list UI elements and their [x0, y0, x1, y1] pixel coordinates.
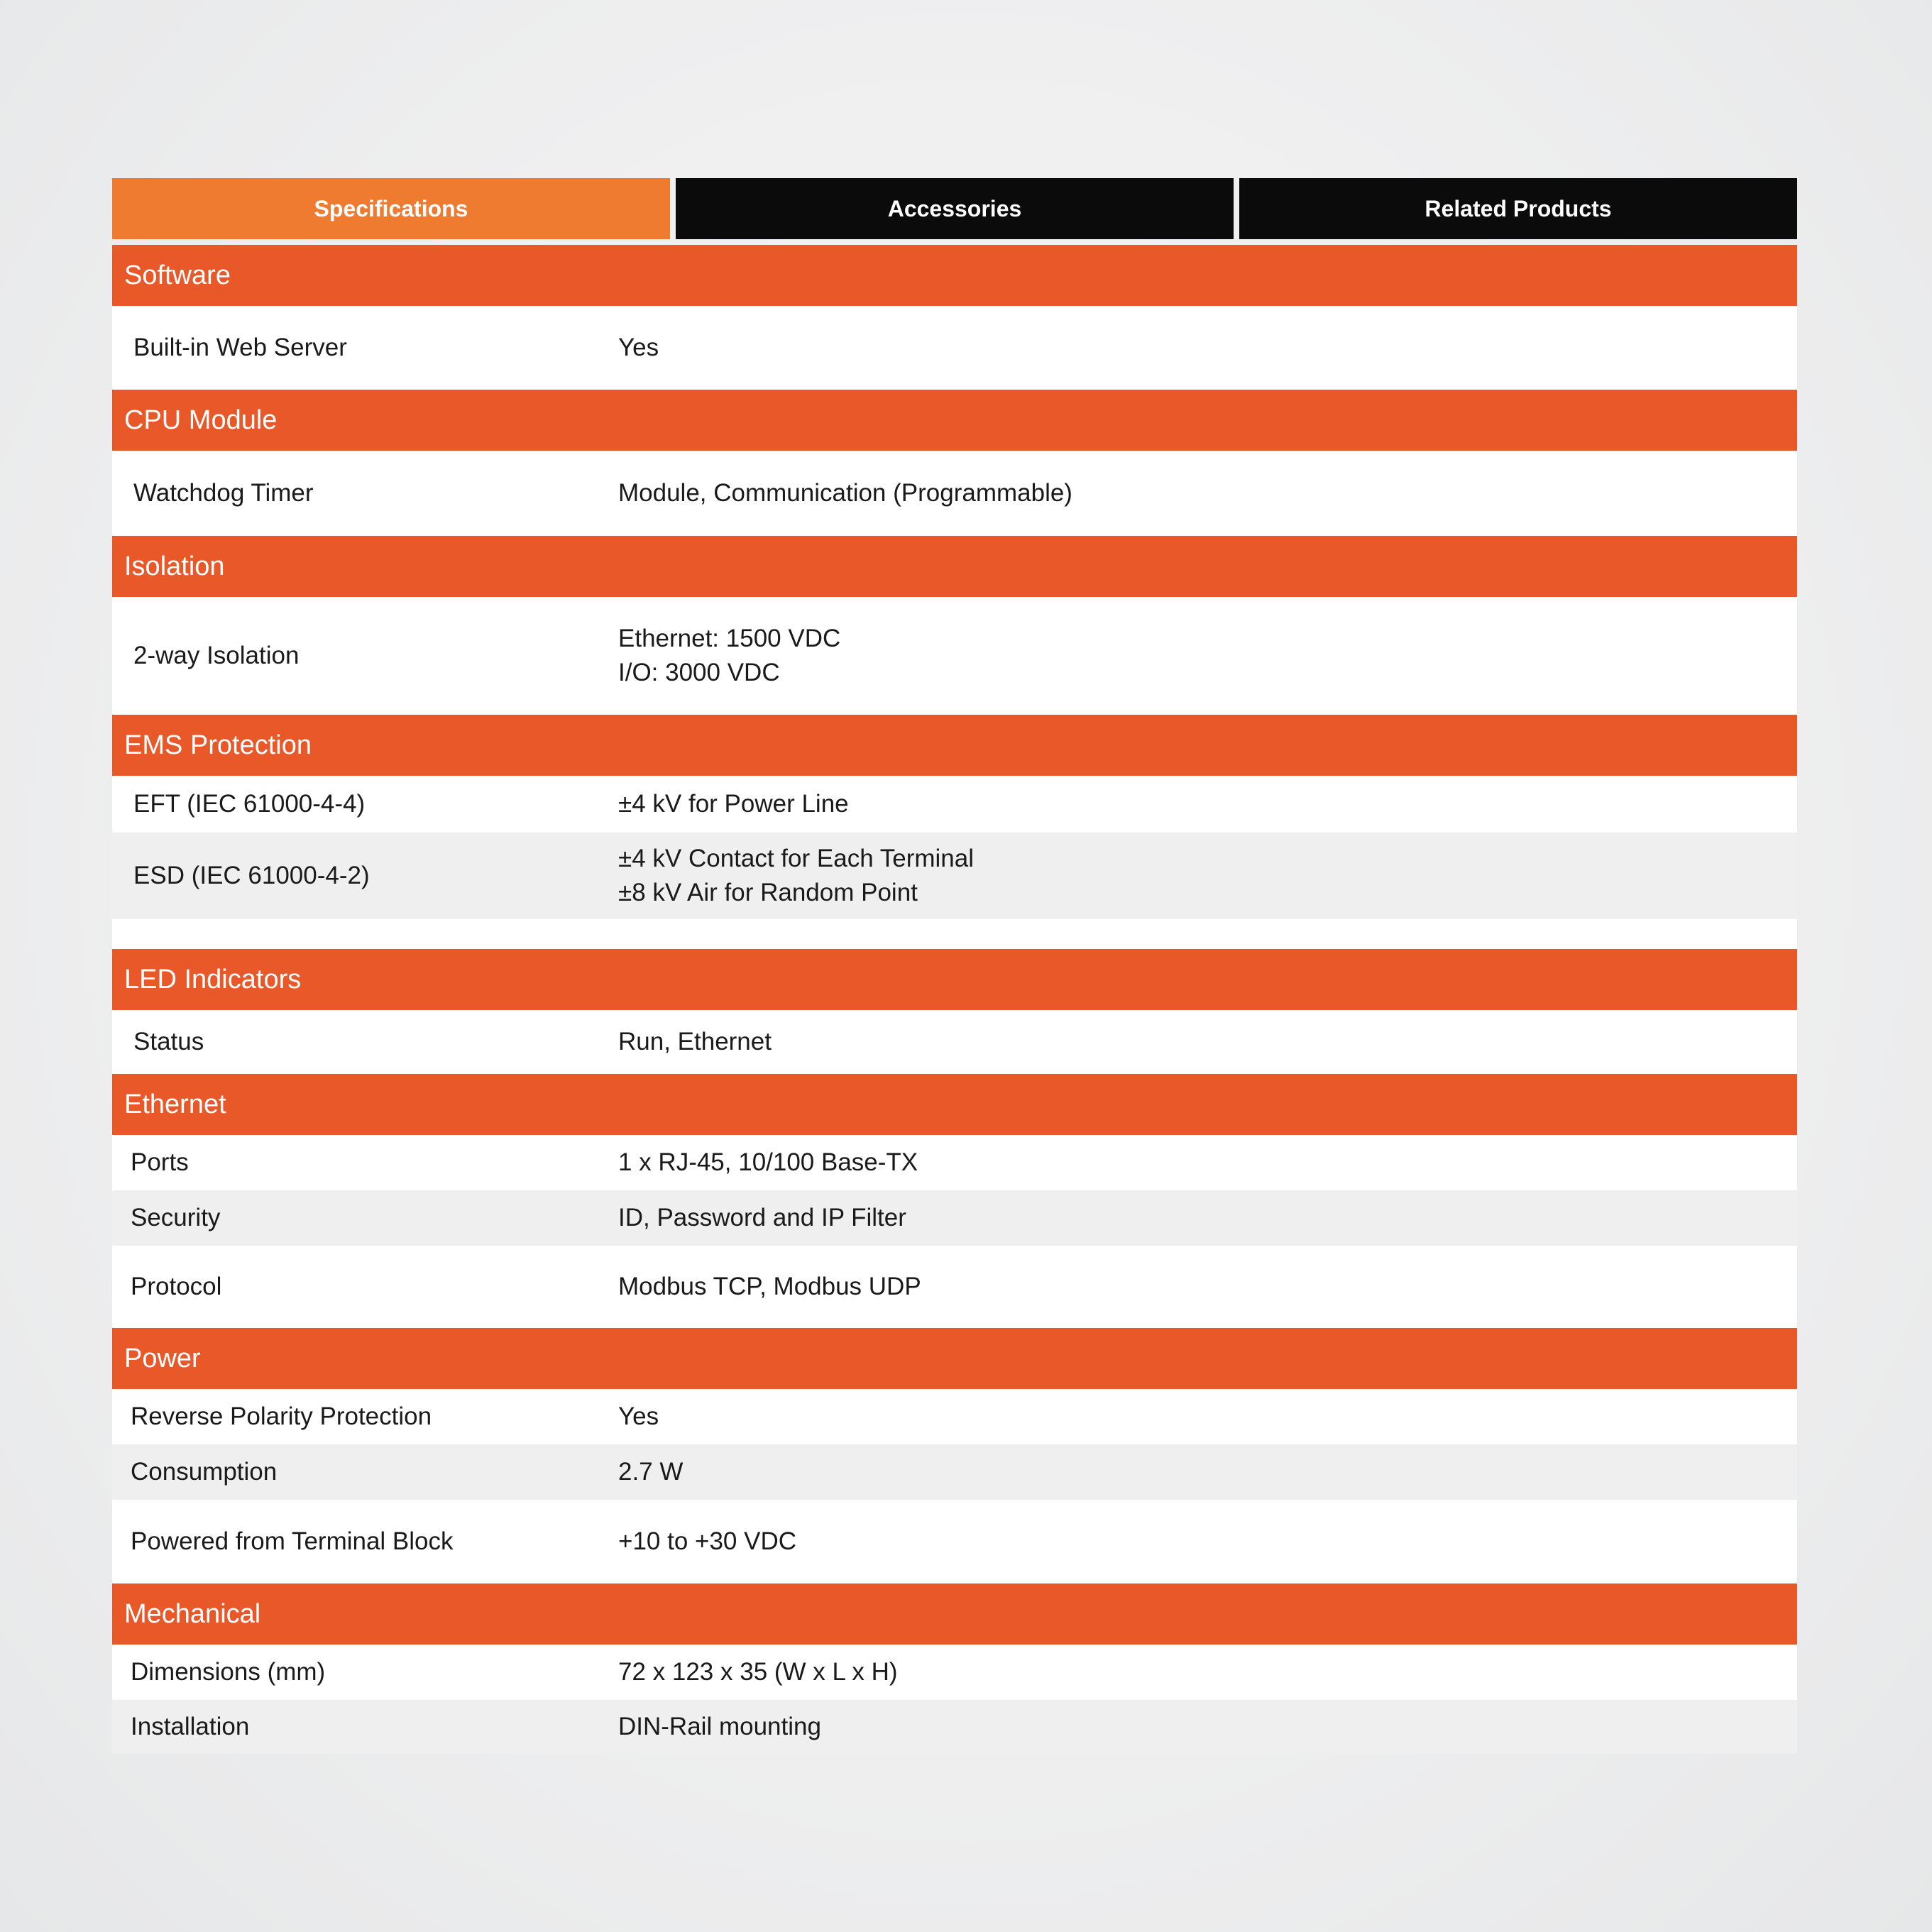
- spec-value: [618, 842, 1797, 910]
- spec-panel: [112, 178, 1797, 1754]
- spec-row: [112, 1500, 1797, 1584]
- spec-row: [112, 1246, 1797, 1328]
- spec-value-line: +10 to +30 VDC: [618, 1527, 796, 1555]
- spec-value-line: Run, Ethernet: [618, 1028, 772, 1055]
- spec-value-line: I/O: 3000 VDC: [618, 659, 780, 686]
- spec-row: [112, 1389, 1797, 1444]
- spec-value: [618, 1455, 1797, 1489]
- spec-label: Status: [133, 1028, 204, 1055]
- spec-label: Consumption: [131, 1458, 278, 1486]
- spec-table: [112, 245, 1797, 1754]
- spec-value: [618, 331, 1797, 365]
- section-header-ethernet: Ethernet: [112, 1074, 1797, 1135]
- spec-value-line: Yes: [618, 334, 659, 361]
- section-header-mechanical: Mechanical: [112, 1584, 1797, 1645]
- section-header-power: Power: [112, 1328, 1797, 1389]
- spec-value: [618, 1710, 1797, 1744]
- spec-value: [618, 476, 1797, 510]
- spec-row: [112, 1645, 1797, 1700]
- spec-row: [112, 1010, 1797, 1074]
- spec-label: Reverse Polarity Protection: [131, 1403, 432, 1430]
- spec-value-line: 1 x RJ-45, 10/100 Base-TX: [618, 1148, 918, 1176]
- tab-specifications[interactable]: Specifications: [112, 178, 670, 239]
- spec-label: Installation: [131, 1713, 250, 1740]
- spec-row: [112, 1700, 1797, 1754]
- section-header-ems-protection: EMS Protection: [112, 715, 1797, 776]
- spec-label: Built-in Web Server: [133, 334, 347, 361]
- spec-value: [618, 1270, 1797, 1304]
- spec-label: Ports: [131, 1148, 189, 1176]
- spec-value: [618, 1400, 1797, 1434]
- spec-value-line: Module, Communication (Programmable): [618, 479, 1072, 507]
- spec-value-line: ±8 kV Air for Random Point: [618, 879, 918, 906]
- spec-label: Protocol: [131, 1273, 222, 1300]
- spec-value: [618, 787, 1797, 821]
- spec-label: 2-way Isolation: [133, 642, 300, 669]
- tab-accessories[interactable]: Accessories: [676, 178, 1234, 239]
- spec-value: [618, 1201, 1797, 1235]
- spec-label: EFT (IEC 61000-4-4): [133, 790, 366, 818]
- spec-label: Powered from Terminal Block: [131, 1527, 454, 1555]
- spec-value: [618, 622, 1797, 690]
- tab-bar: [112, 178, 1797, 239]
- spec-value-line: Modbus TCP, Modbus UDP: [618, 1273, 921, 1300]
- spec-label: ESD (IEC 61000-4-2): [133, 862, 370, 889]
- spec-row: [112, 306, 1797, 390]
- section-header-isolation: Isolation: [112, 536, 1797, 597]
- spec-label: Security: [131, 1204, 221, 1231]
- spec-value: [618, 1025, 1797, 1059]
- spec-value: [618, 1525, 1797, 1559]
- spec-row: [112, 833, 1797, 919]
- spec-value-line: ID, Password and IP Filter: [618, 1204, 906, 1231]
- spec-value-line: Yes: [618, 1403, 659, 1430]
- spec-row: [112, 1444, 1797, 1500]
- section-header-led-indicators: LED Indicators: [112, 949, 1797, 1010]
- tab-related-products[interactable]: Related Products: [1239, 178, 1797, 239]
- spec-value-line: Ethernet: 1500 VDC: [618, 625, 841, 652]
- section-header-cpu-module: CPU Module: [112, 390, 1797, 451]
- spec-value-line: DIN-Rail mounting: [618, 1713, 821, 1740]
- spec-value: [618, 1146, 1797, 1180]
- spec-row: [112, 776, 1797, 833]
- spec-row: [112, 451, 1797, 536]
- section-header-software: Software: [112, 245, 1797, 306]
- spec-value-line: ±4 kV for Power Line: [618, 790, 849, 818]
- spec-value-line: ±4 kV Contact for Each Terminal: [618, 845, 975, 872]
- spec-label: Dimensions (mm): [131, 1658, 326, 1686]
- spec-label: Watchdog Timer: [133, 479, 314, 507]
- spec-row: [112, 1190, 1797, 1246]
- spec-row: [112, 597, 1797, 715]
- spec-row: [112, 1135, 1797, 1190]
- spec-value-line: 2.7 W: [618, 1458, 684, 1486]
- section-gap: [112, 919, 1797, 949]
- spec-value-line: 72 x 123 x 35 (W x L x H): [618, 1658, 898, 1686]
- spec-value: [618, 1655, 1797, 1689]
